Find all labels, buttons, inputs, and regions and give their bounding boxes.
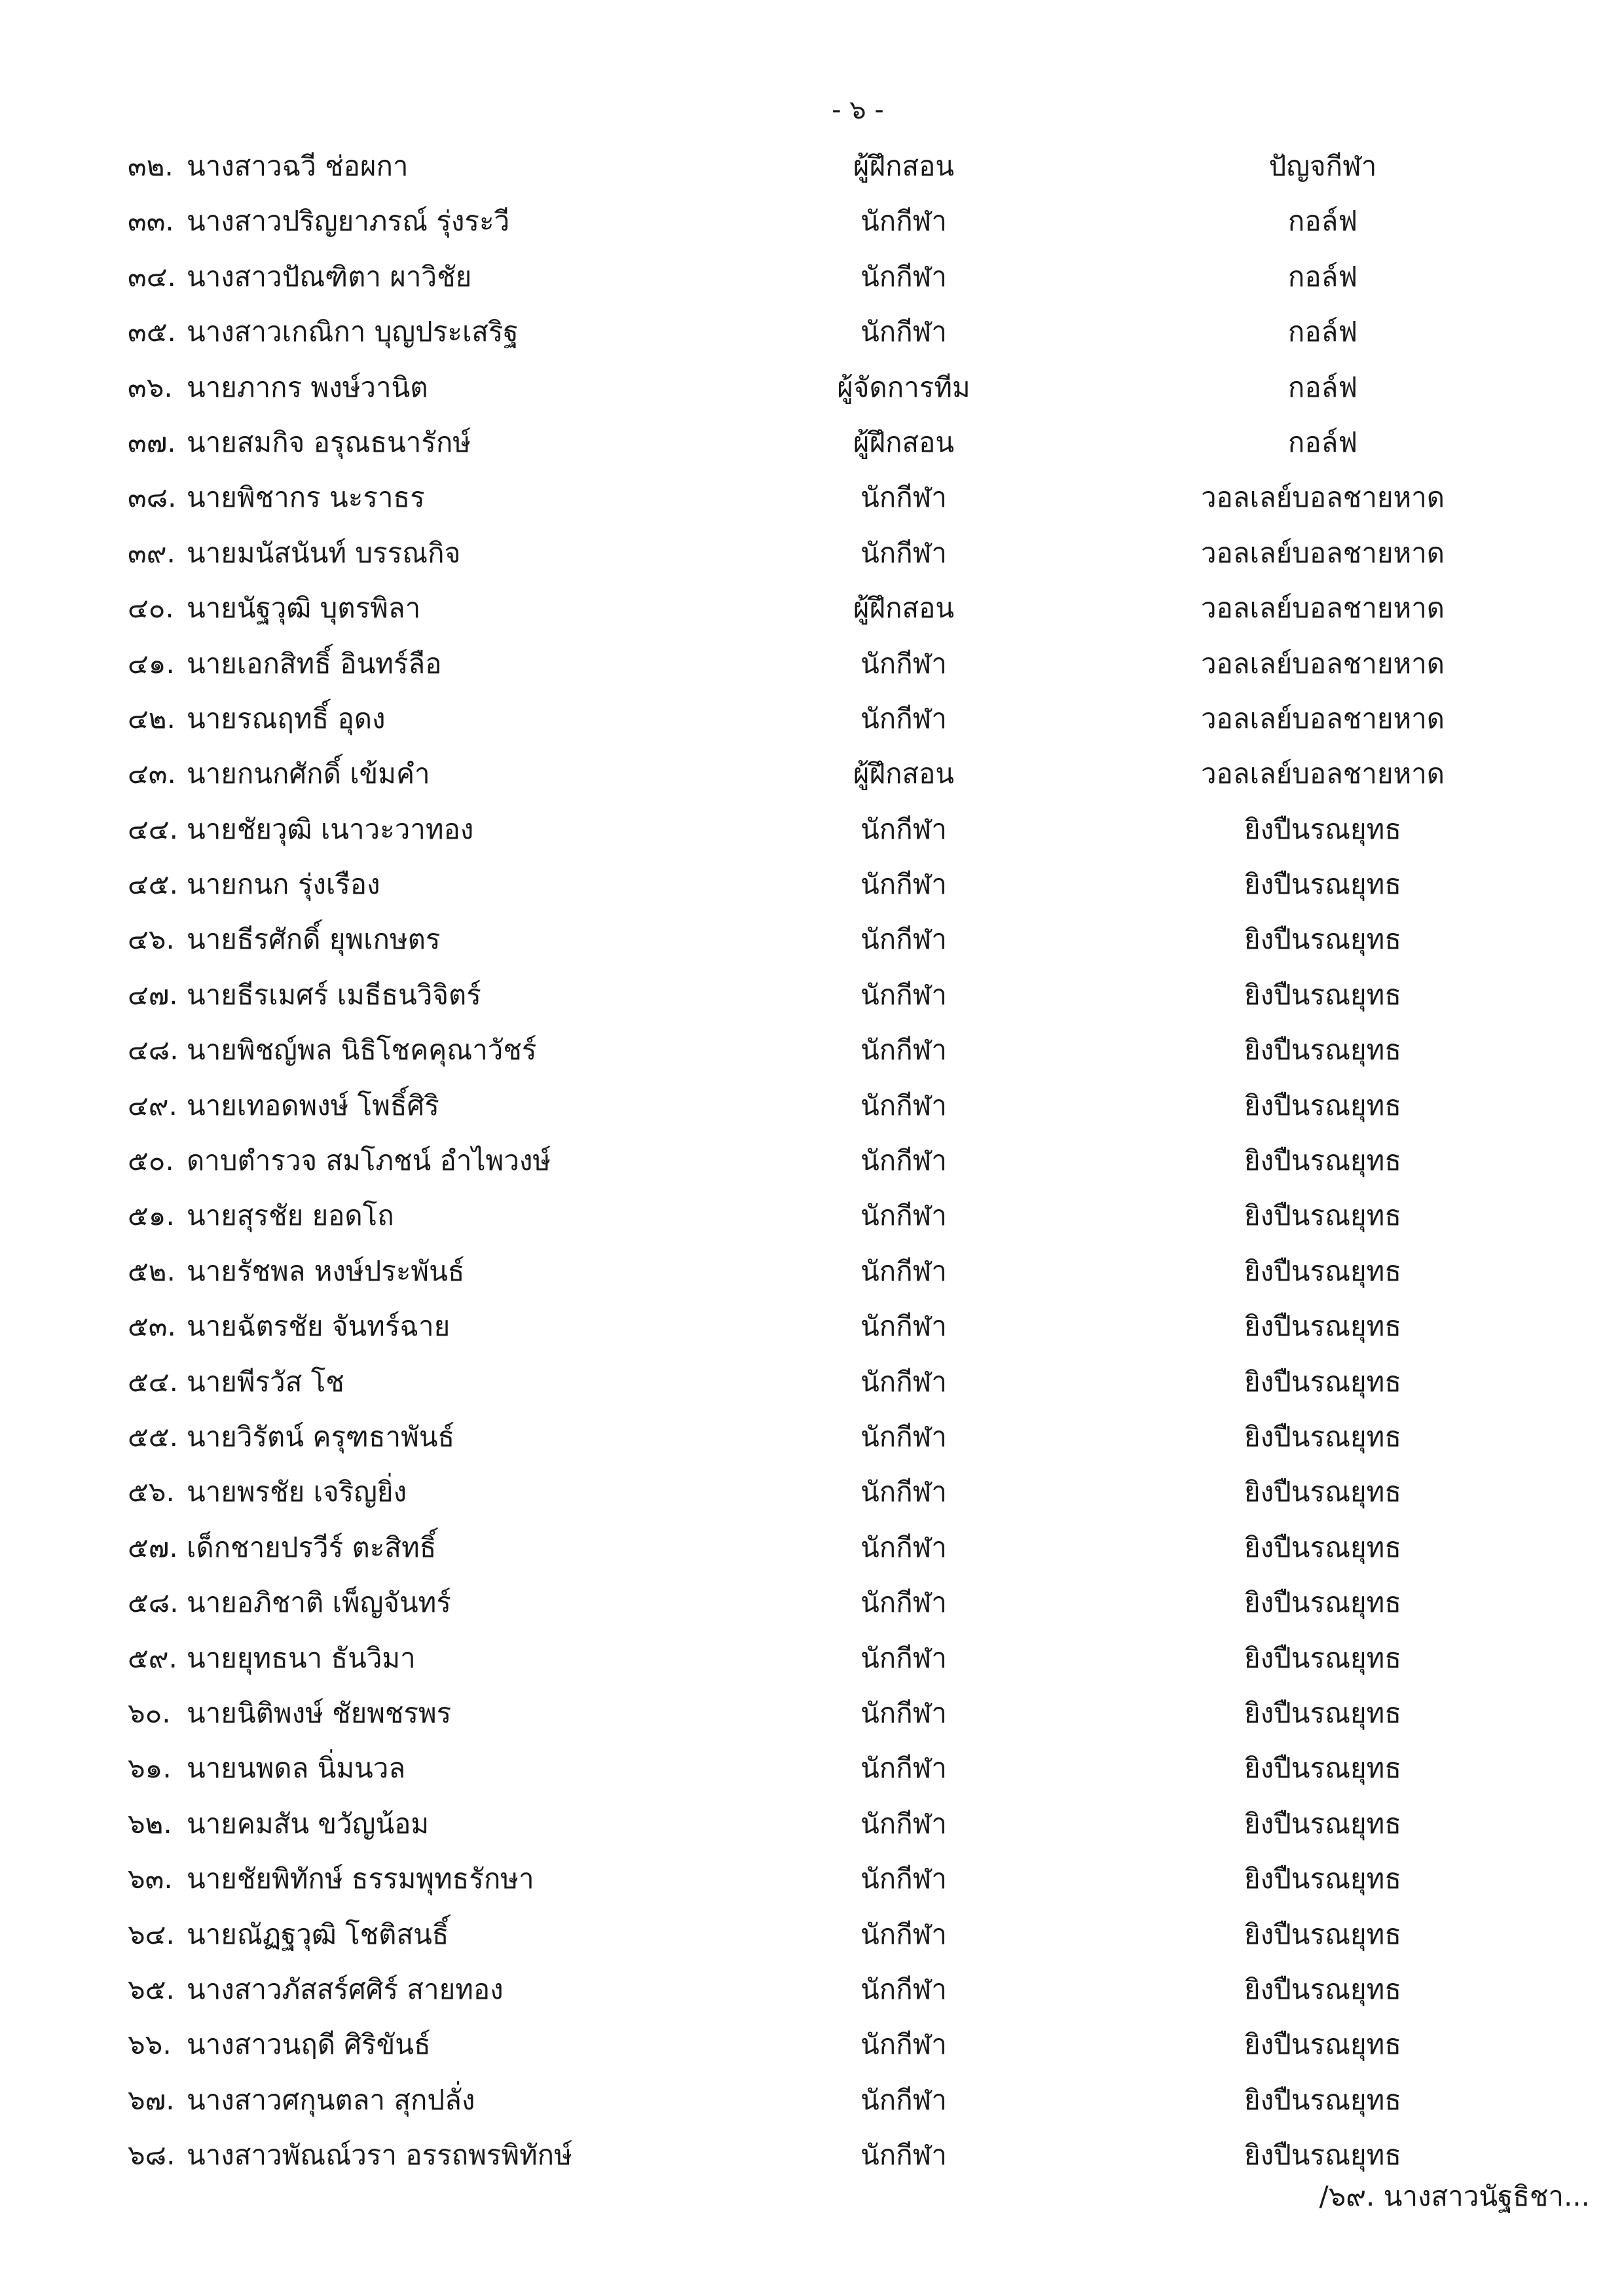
person-name: นางสาวภัสสร์ศศิร์ สายทอง [187, 1973, 504, 2005]
row-number: ๕๔. [128, 1365, 178, 1398]
row-number: ๓๓. [128, 205, 174, 238]
person-role: นักกีฬา [860, 2139, 947, 2172]
person-role: ผู้จัดการทีม [837, 371, 970, 403]
sport-name: กอล์ฟ [1287, 426, 1358, 458]
person-name: นายอภิชาติ เพ็ญจันทร์ [187, 1586, 451, 1619]
person-role: นักกีฬา [860, 1310, 947, 1343]
row-number: ๔๓. [128, 757, 176, 790]
row-number: ๕๘. [128, 1586, 179, 1619]
list-row [0, 691, 1624, 746]
row-number: ๓๙. [128, 536, 175, 569]
person-role: นักกีฬา [860, 1420, 947, 1453]
list-row [0, 249, 1624, 304]
person-name: นายฉัตรชัย จันทร์ฉาย [187, 1310, 451, 1343]
list-row [0, 1299, 1624, 1354]
list-row [0, 2128, 1624, 2183]
continuation-note: /๖๙. นางสาวนัฐธิชา... [1319, 2180, 1590, 2212]
person-name: นางสาวปริญยาภรณ์ รุ่งระวี [187, 205, 510, 238]
person-name: นายสุรชัย ยอดโถ [187, 1199, 394, 1232]
person-role: นักกีฬา [860, 923, 947, 956]
sport-name: ปัญจกีฬา [1268, 150, 1377, 182]
person-name: นายธีรศักดิ์ ยุพเกษตร [187, 923, 441, 956]
sport-name: กอล์ฟ [1287, 371, 1358, 403]
list-row [0, 1188, 1624, 1243]
person-role: นักกีฬา [860, 1752, 947, 1785]
sport-name: ยิงปืนรณยุทธ [1244, 2083, 1401, 2116]
person-name: นายภากร พงษ์วานิต [187, 371, 428, 403]
row-number: ๖๐. [128, 1696, 171, 1729]
person-name: นายยุทธนา ธันวิมา [187, 1641, 416, 1674]
row-number: ๖๒. [128, 1807, 172, 1840]
list-row [0, 968, 1624, 1023]
list-row [0, 1520, 1624, 1575]
person-name: นายกนก รุ่งเรือง [187, 868, 380, 901]
list-row [0, 1741, 1624, 1796]
person-name: เด็กชายปรวีร์ ตะสิทธิ์ [187, 1531, 437, 1563]
person-role: นักกีฬา [860, 1144, 947, 1177]
list-row [0, 526, 1624, 581]
list-row [0, 1078, 1624, 1133]
person-role: นักกีฬา [860, 1918, 947, 1950]
row-number: ๖๓. [128, 1863, 173, 1895]
list-row [0, 912, 1624, 967]
list-row [0, 1851, 1624, 1906]
person-role: นักกีฬา [860, 1089, 947, 1121]
list-row [0, 1962, 1624, 2017]
row-number: ๔๐. [128, 592, 174, 625]
row-number: ๖๗. [128, 2083, 175, 2116]
sport-name: วอลเลย์บอลชายหาด [1200, 592, 1445, 625]
sport-name: กอล์ฟ [1287, 205, 1358, 238]
list-row [0, 1133, 1624, 1188]
row-number: ๓๘. [128, 481, 177, 514]
sport-name: ยิงปืนรณยุทธ [1244, 1531, 1401, 1563]
person-name: นางสาวปัณฑิตา ผาวิชัย [187, 260, 472, 293]
list-row [0, 360, 1624, 415]
list-row [0, 1686, 1624, 1741]
sport-name: กอล์ฟ [1287, 260, 1358, 293]
sport-name: ยิงปืนรณยุทธ [1244, 1144, 1401, 1177]
sport-name: วอลเลย์บอลชายหาด [1200, 702, 1445, 735]
person-name: นายเอกสิทธิ์ อินทร์ลือ [187, 647, 442, 680]
person-role: นักกีฬา [860, 316, 947, 348]
row-number: ๕๐. [128, 1144, 174, 1177]
row-number: ๓๒. [128, 150, 174, 182]
person-name: นางสาวพัณณ์วรา อรรถพรพิทักษ์ [187, 2139, 572, 2172]
person-role: นักกีฬา [860, 1863, 947, 1895]
list-row [0, 1907, 1624, 1962]
sport-name: ยิงปืนรณยุทธ [1244, 1918, 1401, 1950]
person-role: นักกีฬา [860, 1531, 947, 1563]
sport-name: ยิงปืนรณยุทธ [1244, 1641, 1401, 1674]
person-name: นางสาวเกณิกา บุญประเสริฐ [187, 316, 519, 348]
list-row [0, 1023, 1624, 1078]
sport-name: ยิงปืนรณยุทธ [1244, 1752, 1401, 1785]
list-row [0, 139, 1624, 194]
row-number: ๕๙. [128, 1641, 177, 1674]
person-role: นักกีฬา [860, 260, 947, 293]
person-name: นายพีรวัส โช [187, 1365, 344, 1398]
row-number: ๔๑. [128, 647, 175, 680]
list-row [0, 1244, 1624, 1299]
row-number: ๔๖. [128, 923, 175, 956]
person-name: นายพิชากร นะราธร [187, 481, 425, 514]
person-name: นายนิติพงษ์ ชัยพชรพร [187, 1696, 452, 1729]
person-role: นักกีฬา [860, 702, 947, 735]
sport-name: กอล์ฟ [1287, 316, 1358, 348]
person-name: นายณัฏฐวุฒิ โชติสนธิ์ [187, 1918, 449, 1950]
person-name: นายธีรเมศร์ เมธีธนวิจิตร์ [187, 978, 481, 1011]
row-number: ๓๖. [128, 371, 173, 403]
sport-name: ยิงปืนรณยุทธ [1244, 1696, 1401, 1729]
row-number: ๔๙. [128, 1089, 177, 1121]
sport-name: ยิงปืนรณยุทธ [1244, 1089, 1401, 1121]
person-name: นายนัฐวุฒิ บุตรพิลา [187, 592, 421, 625]
sport-name: ยิงปืนรณยุทธ [1244, 1973, 1401, 2005]
sport-name: ยิงปืนรณยุทธ [1244, 923, 1401, 956]
sport-name: ยิงปืนรณยุทธ [1244, 812, 1401, 845]
person-name: นายสมกิจ อรุณธนารักษ์ [187, 426, 471, 458]
row-number: ๓๗. [128, 426, 176, 458]
list-row [0, 470, 1624, 525]
sport-name: วอลเลย์บอลชายหาด [1200, 481, 1445, 514]
list-row [0, 1796, 1624, 1851]
sport-name: ยิงปืนรณยุทธ [1244, 1199, 1401, 1232]
person-role: นักกีฬา [860, 868, 947, 901]
sport-name: ยิงปืนรณยุทธ [1244, 1420, 1401, 1453]
person-name: นายนพดล นิ่มนวล [187, 1752, 406, 1785]
list-row [0, 857, 1624, 912]
person-name: นายชัยพิทักษ์ ธรรมพุทธรักษา [187, 1863, 534, 1895]
person-name: นายกนกศักดิ์ เข้มคำ [187, 757, 430, 790]
person-role: นักกีฬา [860, 2083, 947, 2116]
sport-name: ยิงปืนรณยุทธ [1244, 1586, 1401, 1619]
row-number: ๓๔. [128, 260, 176, 293]
list-row [0, 1465, 1624, 1520]
list-row [0, 1575, 1624, 1630]
row-number: ๕๖. [128, 1476, 175, 1508]
person-role: นักกีฬา [860, 1199, 947, 1232]
row-number: ๕๕. [128, 1420, 178, 1453]
sport-name: ยิงปืนรณยุทธ [1244, 1863, 1401, 1895]
row-number: ๔๕. [128, 868, 178, 901]
person-role: นักกีฬา [860, 1973, 947, 2005]
row-number: ๔๗. [128, 978, 178, 1011]
person-role: นักกีฬา [860, 536, 947, 569]
row-number: ๕๑. [128, 1199, 175, 1232]
person-role: นักกีฬา [860, 812, 947, 845]
sport-name: วอลเลย์บอลชายหาด [1200, 647, 1445, 680]
row-number: ๔๘. [128, 1034, 179, 1066]
row-number: ๖๑. [128, 1752, 172, 1785]
person-name: นายวิรัตน์ ครุฑธาพันธ์ [187, 1420, 455, 1453]
sport-name: ยิงปืนรณยุทธ [1244, 1476, 1401, 1508]
sport-name: ยิงปืนรณยุทธ [1244, 1807, 1401, 1840]
person-name: นายรัชพล หงษ์ประพันธ์ [187, 1254, 465, 1287]
list-row [0, 194, 1624, 249]
row-number: ๖๘. [128, 2139, 175, 2172]
person-name: นายคมสัน ขวัญน้อม [187, 1807, 430, 1840]
row-number: ๔๒. [128, 702, 175, 735]
person-name: นายชัยวุฒิ เนาวะวาทอง [187, 812, 474, 845]
person-role: ผู้ฝึกสอน [853, 592, 955, 625]
person-role: นักกีฬา [860, 1586, 947, 1619]
person-role: นักกีฬา [860, 481, 947, 514]
person-name: นายมนัสนันท์ บรรณกิจ [187, 536, 461, 569]
person-name: นายรณฤทธิ์ อุดง [187, 702, 386, 735]
sport-name: ยิงปืนรณยุทธ [1244, 2139, 1401, 2172]
list-row [0, 1410, 1624, 1465]
person-role: นักกีฬา [860, 1365, 947, 1398]
person-role: นักกีฬา [860, 2028, 947, 2061]
list-row [0, 581, 1624, 636]
person-role: ผู้ฝึกสอน [853, 757, 955, 790]
person-name: ดาบตำรวจ สมโภชน์ อำไพวงษ์ [187, 1144, 551, 1177]
list-row [0, 746, 1624, 801]
person-name: นางสาวนฤดี ศิริขันธ์ [187, 2028, 431, 2061]
row-number: ๖๔. [128, 1918, 175, 1950]
sport-name: ยิงปืนรณยุทธ [1244, 1254, 1401, 1287]
sport-name: ยิงปืนรณยุทธ [1244, 1310, 1401, 1343]
sport-name: ยิงปืนรณยุทธ [1244, 978, 1401, 1011]
person-name: นายพรชัย เจริญยิ่ง [187, 1476, 407, 1508]
person-role: นักกีฬา [860, 1034, 947, 1066]
person-role: นักกีฬา [860, 1641, 947, 1674]
person-role: นักกีฬา [860, 1476, 947, 1508]
list-row [0, 304, 1624, 359]
sport-name: ยิงปืนรณยุทธ [1244, 2028, 1401, 2061]
person-role: นักกีฬา [860, 647, 947, 680]
list-row [0, 1355, 1624, 1410]
row-number: ๓๕. [128, 316, 176, 348]
row-number: ๕๗. [128, 1531, 178, 1563]
row-number: ๕๒. [128, 1254, 175, 1287]
sport-name: ยิงปืนรณยุทธ [1244, 1365, 1401, 1398]
page-number: - ๖ - [832, 95, 884, 125]
row-number: ๔๔. [128, 812, 178, 845]
person-role: นักกีฬา [860, 1696, 947, 1729]
list-row [0, 802, 1624, 857]
person-role: นักกีฬา [860, 1807, 947, 1840]
sport-name: ยิงปืนรณยุทธ [1244, 868, 1401, 901]
row-number: ๕๓. [128, 1310, 176, 1343]
list-row [0, 1631, 1624, 1686]
row-number: ๖๖. [128, 2028, 172, 2061]
sport-name: ยิงปืนรณยุทธ [1244, 1034, 1401, 1066]
list-row [0, 2073, 1624, 2128]
person-name: นายเทอดพงษ์ โพธิ์ศิริ [187, 1089, 439, 1121]
row-number: ๖๕. [128, 1973, 175, 2005]
sport-name: วอลเลย์บอลชายหาด [1200, 536, 1445, 569]
person-role: นักกีฬา [860, 978, 947, 1011]
name-list [0, 139, 1624, 2183]
person-name: นายพิชญ์พล นิธิโชคคุณาวัชร์ [187, 1034, 537, 1066]
list-row [0, 2017, 1624, 2072]
list-row [0, 636, 1624, 691]
person-name: นางสาวฉวี ช่อผกา [187, 150, 409, 182]
list-row [0, 415, 1624, 470]
person-role: นักกีฬา [860, 1254, 947, 1287]
person-name: นางสาวศกุนตลา สุกปลั่ง [187, 2083, 475, 2116]
person-role: ผู้ฝึกสอน [853, 150, 955, 182]
person-role: นักกีฬา [860, 205, 947, 238]
sport-name: วอลเลย์บอลชายหาด [1200, 757, 1445, 790]
person-role: ผู้ฝึกสอน [853, 426, 955, 458]
